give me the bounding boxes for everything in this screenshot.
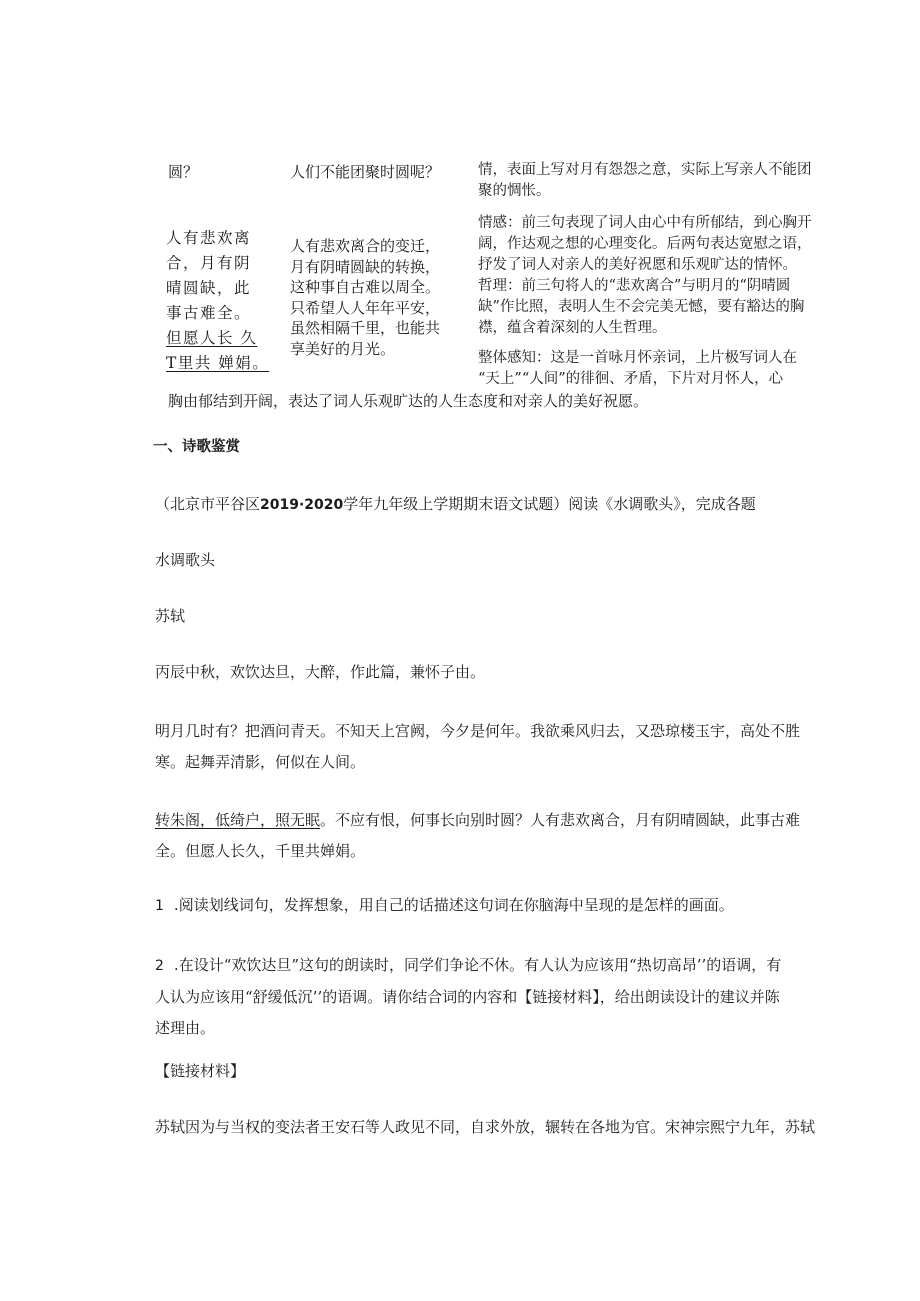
question-2-line: 述理由。: [155, 1019, 216, 1037]
summary-line3: 胸由郁结到开阔，表达了词人乐观旷达的人生态度和对亲人的美好祝愿。: [168, 392, 649, 410]
table-row2-col2-line: 虽然相隔千里，也能共: [290, 319, 441, 337]
poem-stanza1-line: 寒。起舞弄清影，何似在人间。: [155, 753, 366, 771]
table-row2-col2-line: 月有阴晴圆缺的转换，: [290, 257, 441, 276]
table-row2-col2-line: 人有悲欢离合的变迁，: [290, 237, 441, 255]
question-2-line: [155, 950, 781, 982]
question-2-line: 人认为应该用“舒缓低沉’’的语调。请你结合词的内容和【链接材料】，给出朗读设计的建议并陈: [155, 988, 780, 1006]
poem-title: 水调歌头: [155, 551, 216, 569]
question-1: [155, 894, 734, 917]
table-row2-col3-line: 情感：前三句表现了词人由心中有所郁结，到心胸开: [478, 215, 812, 231]
table-row2-col3-line: 哲理：前三句将人的“悲欢离合”与明月的“阴晴圆: [478, 278, 791, 294]
table-row2-col3-line: 缺”作比照，表明人生不会完美无憾，要有豁达的胸: [478, 299, 805, 315]
poem-preface: 丙辰中秋，欢饮达旦，大醉，作此篇，兼怀子由。: [155, 663, 486, 681]
table-row2-col3-line: 襟，蕴含着深刻的人生哲理。: [478, 320, 667, 336]
source-pre: （北京市平谷区: [155, 495, 261, 513]
table-row1-col3-line: 情，表面上写对月有怨怨之意，实际上写亲人不能团: [478, 162, 812, 178]
table-row2-col1-underlined-line: 但愿人长 久: [166, 329, 258, 347]
summary-line1: 整体感知：这是一首咏月怀亲词，上片极写词人在: [478, 350, 797, 366]
poem-stanza2: [155, 805, 800, 867]
table-row2-col1: [166, 226, 269, 376]
table-row2-col1-line: 人有悲欢离: [166, 229, 252, 247]
source-year: 2019·2020: [260, 497, 344, 513]
section-heading: 一、诗歌鉴赏: [153, 439, 240, 455]
poem-stanza1-line: 明月几时有？把酒问青天。不知天上宫阙，今夕是何年。我欲乘风归去，又恐琼楼玉宇，高处不胜: [155, 722, 801, 740]
source-post: 学年九年级上学期期末语文试题）阅读《水调歌头》，完成各题: [343, 495, 756, 513]
question-1-text: .阅读划线词句，发挥想象，用自己的话描述这句词在你脑海中呈现的是怎样的画面。: [173, 896, 734, 914]
question-2-number: 2: [155, 958, 164, 974]
table-row2-col3-line: 抒发了词人对亲人的美好祝愿和乐观旷达的情怀。: [478, 257, 797, 273]
poem-stanza2-rest: 。不应有恨，何事长向别时圆？人有悲欢离合，月有阴晴圆缺，此事古难: [320, 811, 801, 829]
poem-stanza2-line: [155, 805, 800, 836]
summary-line2: “天上”“人间”的徘徊、矛盾，下片对月怀人，心: [478, 371, 784, 387]
table-row2-col3: [478, 213, 812, 339]
source-line: [155, 493, 756, 516]
table-row2-col3-line: 阔，作达观之想的心理变化。后两句表达宽慰之语，: [478, 236, 812, 252]
question-2: [155, 950, 781, 1044]
table-row2-col1-line: 事古难全。: [166, 304, 252, 322]
poem-stanza2-line: 全。但愿人长久，千里共婵娟。: [155, 842, 366, 860]
table-row2-col1-line: 合，月有阴: [166, 254, 252, 272]
question-2-text: .在设计“欢饮达旦”这句的朗读时，同学们争论不休。有人认为应该用“热切高昂’’的语调，有: [173, 956, 782, 974]
table-row2-col2-line: 享美好的月光。: [290, 339, 396, 358]
table-row2-col2-line: 这种事自古难以周全。: [290, 278, 441, 296]
table-row2-col1-underlined-line: T里共 婵娟。: [166, 354, 270, 372]
table-row1-col3-line: 聚的惆怅。: [478, 183, 551, 199]
table-row2-col2: [290, 236, 440, 359]
underlined-phrase: 转朱阁，低绮户，照无眠: [155, 811, 321, 829]
table-row2-col2-line: 只希望人人年年平安，: [290, 298, 441, 317]
table-row1-col2: 人们不能团聚时圆呢？: [290, 163, 441, 181]
table-row1-col1: 圆？: [168, 163, 199, 181]
poem-stanza1: [155, 716, 800, 778]
link-material-heading: 【链接材料】: [155, 1062, 246, 1080]
question-1-number: 1: [155, 898, 164, 914]
poem-author: 苏轼: [155, 607, 186, 625]
link-material-text: 苏轼因为与当权的变法者王安石等人政见不同，自求外放，辗转在各地为官。宋神宗熙宁九年，苏轼: [155, 1118, 816, 1136]
table-row1-col3: [478, 160, 812, 202]
table-row2-col1-line: 晴圆缺，此: [166, 279, 252, 297]
